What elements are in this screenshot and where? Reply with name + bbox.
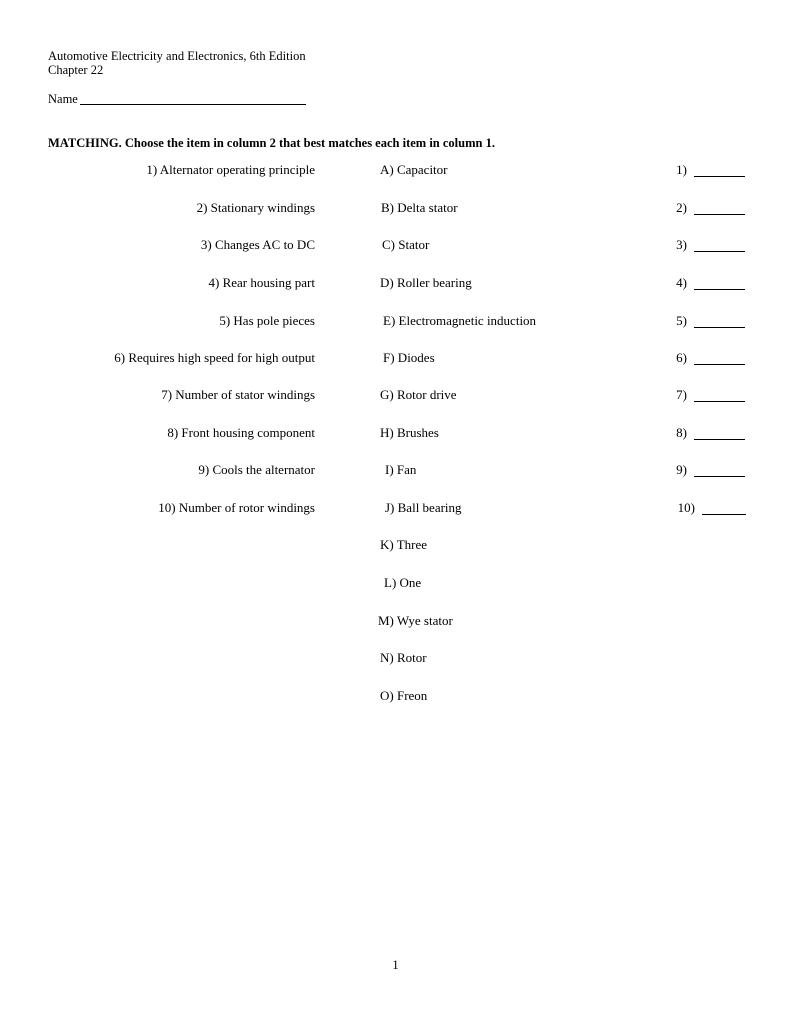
column-2-item: L) One — [384, 575, 422, 590]
page-number: 1 — [392, 958, 399, 972]
chapter-label: Chapter 22 — [48, 63, 104, 77]
column-2-item: A) Capacitor — [380, 162, 448, 177]
answer-number: 10) — [677, 500, 695, 515]
column-2-item: F) Diodes — [383, 350, 435, 365]
answer-blank[interactable] — [694, 439, 745, 440]
answer-blank[interactable] — [694, 327, 745, 328]
answer-blank[interactable] — [694, 364, 745, 365]
column-1-item: 10) Number of rotor windings — [158, 500, 315, 515]
column-1-item: 6) Requires high speed for high output — [114, 350, 315, 365]
answer-number: 3) — [676, 237, 687, 252]
column-2-item: O) Freon — [380, 688, 428, 703]
answer-blank[interactable] — [694, 251, 745, 252]
column-2-item: K) Three — [380, 537, 428, 552]
column-2-item: G) Rotor drive — [380, 387, 457, 402]
column-2-item: C) Stator — [382, 237, 430, 252]
column-1-item: 7) Number of stator windings — [161, 387, 315, 402]
column-2-item: H) Brushes — [380, 425, 439, 440]
name-label: Name — [48, 92, 78, 106]
answer-blank[interactable] — [694, 476, 745, 477]
column-1-item: 8) Front housing component — [167, 425, 315, 440]
answer-blank[interactable] — [702, 514, 746, 515]
answer-number: 6) — [676, 350, 687, 365]
column-1-item: 5) Has pole pieces — [219, 313, 315, 328]
column-1-item: 4) Rear housing part — [208, 275, 315, 290]
answer-blank[interactable] — [694, 289, 745, 290]
answer-number: 9) — [676, 462, 687, 477]
answer-blank[interactable] — [694, 401, 745, 402]
book-title: Automotive Electricity and Electronics, 6th Edition — [48, 49, 306, 63]
column-2-item: N) Rotor — [380, 650, 427, 665]
answer-number: 8) — [676, 425, 687, 440]
column-2-item: J) Ball bearing — [385, 500, 462, 515]
column-1-item: 2) Stationary windings — [196, 200, 315, 215]
name-field[interactable] — [80, 104, 306, 105]
answer-number: 5) — [676, 313, 687, 328]
answer-number: 7) — [676, 387, 687, 402]
column-1-item: 3) Changes AC to DC — [200, 237, 315, 252]
answer-number: 2) — [676, 200, 687, 215]
answer-blank[interactable] — [694, 214, 745, 215]
column-2-item: I) Fan — [385, 462, 417, 477]
column-2-item: E) Electromagnetic induction — [383, 313, 537, 328]
column-2-item: B) Delta stator — [381, 200, 458, 215]
answer-blank[interactable] — [694, 176, 745, 177]
column-2-item: M) Wye stator — [378, 613, 453, 628]
column-1-item: 9) Cools the alternator — [198, 462, 315, 477]
answer-number: 4) — [676, 275, 687, 290]
column-1-item: 1) Alternator operating principle — [146, 162, 315, 177]
instructions-heading: MATCHING. Choose the item in column 2 that best matches each item in column 1. — [48, 136, 495, 150]
column-2-item: D) Roller bearing — [380, 275, 472, 290]
answer-number: 1) — [676, 162, 687, 177]
